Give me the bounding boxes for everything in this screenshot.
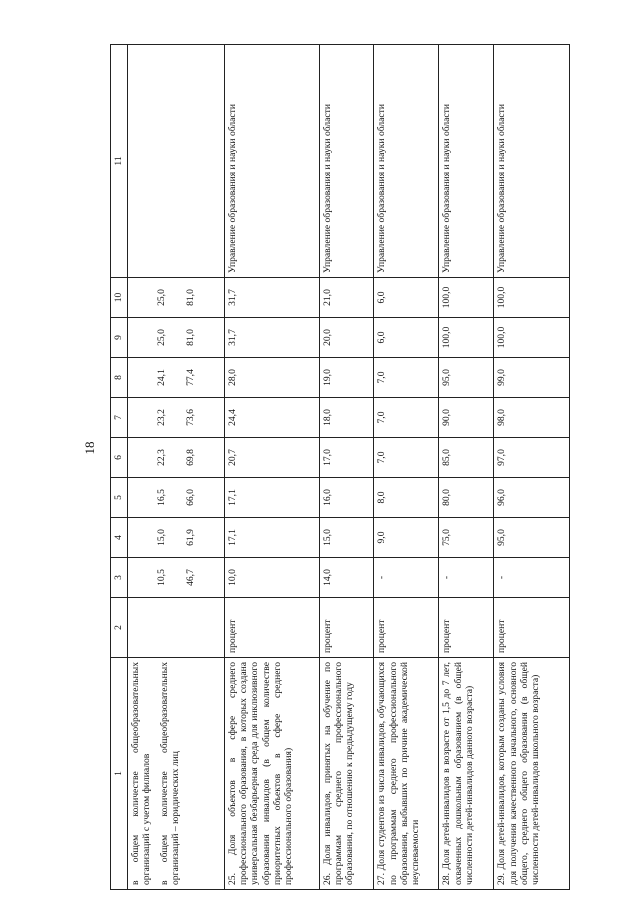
indicators-table — [110, 44, 570, 890]
indicator-cell — [128, 658, 225, 890]
header-cell: 6 — [111, 438, 128, 478]
value-cell: 22,3 69,8 — [128, 438, 225, 478]
header-cell: 11 — [111, 45, 128, 278]
header-cell: 2 — [111, 598, 128, 658]
value-cell: 19,0 — [319, 358, 374, 398]
value-cell: 85,0 — [439, 438, 494, 478]
header-cell: 1 — [111, 658, 128, 890]
value-cell: 97,0 — [494, 438, 570, 478]
table-row — [439, 45, 494, 890]
value-cell: 90,0 — [439, 398, 494, 438]
indicator-cell: 27. Доля студентов из числа инвалидов, обучающихся по программам среднего профессионального образования, выбывших по причине академической неуспеваемости — [374, 658, 439, 890]
value-cell: 80,0 — [439, 478, 494, 518]
value-cell: 10,5 46,7 — [128, 558, 225, 598]
value-cell: - — [374, 558, 439, 598]
indicator-cell: 28. Доля детей-инвалидов в возрасте от 1,5 до 7 лет, охваченных дошкольным образованием (в общей численности детей-инвалидов данного возраста) — [439, 658, 494, 890]
value-cell: 15,0 61,9 — [128, 518, 225, 558]
value-cell: 16,5 66,0 — [128, 478, 225, 518]
value-cell: 99,0 — [494, 358, 570, 398]
responsible-cell: Управление образования и науки области — [494, 45, 570, 278]
value-cell: 24,1 77,4 — [128, 358, 225, 398]
table-row — [494, 45, 570, 890]
indicator-cell: 25. Доля объектов в сфере среднего профессионального образования, в которых создана универсальная безбарьерная среда для инклюзивного образования инвалидов (в общем количестве приоритетных объектов в сфере среднего профессионального образования) — [224, 658, 319, 890]
responsible-cell: Управление образования и науки области — [319, 45, 374, 278]
value-cell: 20,7 — [224, 438, 319, 478]
value-cell: 31,7 — [224, 278, 319, 318]
value-cell: 8,0 — [374, 478, 439, 518]
value-cell: 100,0 — [494, 278, 570, 318]
header-cell: 10 — [111, 278, 128, 318]
unit-cell: процент — [494, 598, 570, 658]
value-cell: 18,0 — [319, 398, 374, 438]
value-cell: 23,2 73,6 — [128, 398, 225, 438]
value-cell: 95,0 — [494, 518, 570, 558]
header-cell: 3 — [111, 558, 128, 598]
value-cell: 25,0 81,0 — [128, 278, 225, 318]
page-number: 18 — [82, 441, 97, 455]
value-cell: 10,0 — [224, 558, 319, 598]
unit-cell: процент — [374, 598, 439, 658]
table-row — [319, 45, 374, 890]
responsible-cell: Управление образования и науки области — [224, 45, 319, 278]
unit-cell: процент — [439, 598, 494, 658]
value-cell: 7,0 — [374, 358, 439, 398]
value-cell: 100,0 — [494, 318, 570, 358]
value-cell: 31,7 — [224, 318, 319, 358]
value-cell: 15,0 — [319, 518, 374, 558]
unit-cell: процент — [319, 598, 374, 658]
value-cell: 75,0 — [439, 518, 494, 558]
table-row — [128, 45, 225, 890]
value-cell: 17,1 — [224, 518, 319, 558]
value-cell: 21,0 — [319, 278, 374, 318]
header-cell: 7 — [111, 398, 128, 438]
value-cell: 9,0 — [374, 518, 439, 558]
value-cell: 7,0 — [374, 438, 439, 478]
value-cell: 96,0 — [494, 478, 570, 518]
value-cell: - — [439, 558, 494, 598]
value-cell: 14,0 — [319, 558, 374, 598]
indicator-text: в общем количестве общеобразовательных организаций – юридических лиц — [158, 662, 181, 885]
responsible-cell — [128, 45, 225, 278]
responsible-cell: Управление образования и науки области — [439, 45, 494, 278]
indicator-text: в общем количестве общеобразовательных организаций с учетом филиалов — [130, 662, 153, 885]
responsible-cell: Управление образования и науки области — [374, 45, 439, 278]
value-cell: 6,0 — [374, 278, 439, 318]
header-cell: 8 — [111, 358, 128, 398]
header-cell: 5 — [111, 478, 128, 518]
indicator-cell: 29. Доля детей-инвалидов, которым созданы условия для получения качественного начального, основного общего, среднего общего образования (в общей численности детей-инвалидов школьного возраста) — [494, 658, 570, 890]
table-row — [374, 45, 439, 890]
value-cell: 25,0 81,0 — [128, 318, 225, 358]
value-cell: 100,0 — [439, 318, 494, 358]
value-cell: - — [494, 558, 570, 598]
value-cell: 17,0 — [319, 438, 374, 478]
value-cell: 100,0 — [439, 278, 494, 318]
value-cell: 17,1 — [224, 478, 319, 518]
value-cell: 16,0 — [319, 478, 374, 518]
value-cell: 98,0 — [494, 398, 570, 438]
value-cell: 20,0 — [319, 318, 374, 358]
header-cell: 4 — [111, 518, 128, 558]
rotated-table-container — [110, 45, 570, 890]
table-row — [224, 45, 319, 890]
header-cell: 9 — [111, 318, 128, 358]
value-cell: 6,0 — [374, 318, 439, 358]
indicator-cell: 26. Доля инвалидов, принятых на обучение по программам среднего профессионального образования, по отношению к предыдущему году — [319, 658, 374, 890]
value-cell: 24,4 — [224, 398, 319, 438]
value-cell: 28,0 — [224, 358, 319, 398]
value-cell: 95,0 — [439, 358, 494, 398]
unit-cell — [128, 598, 225, 658]
unit-cell: процент — [224, 598, 319, 658]
header-row — [111, 45, 128, 890]
value-cell: 7,0 — [374, 398, 439, 438]
